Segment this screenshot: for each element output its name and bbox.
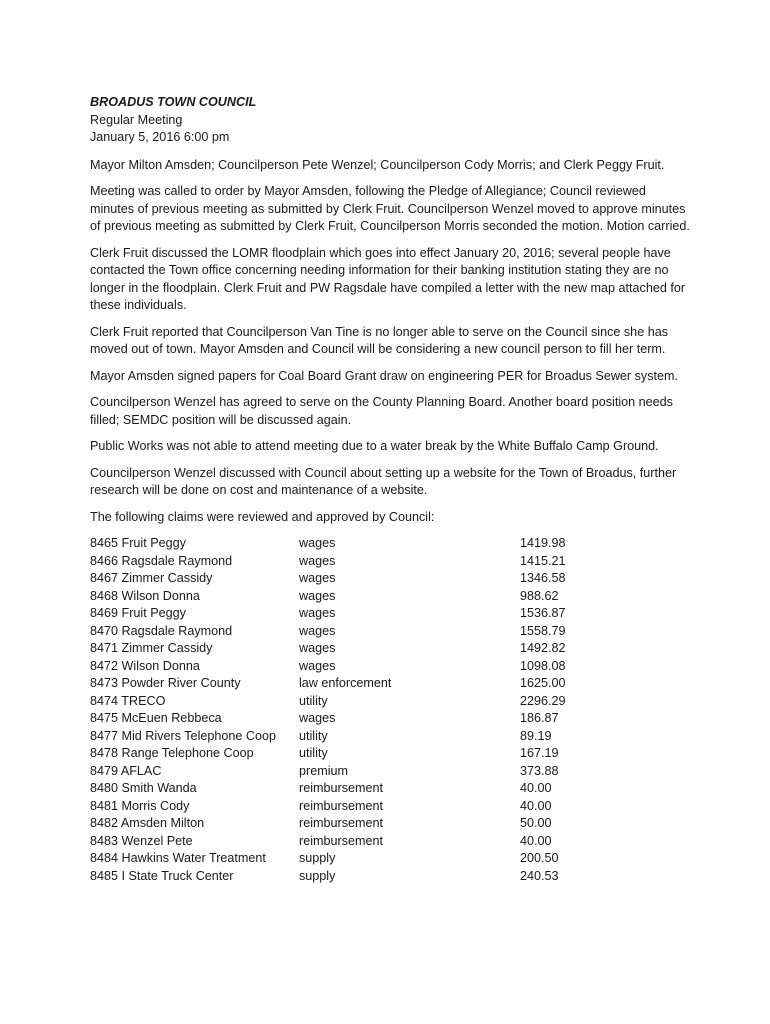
claim-name: 8467 Zimmer Cassidy bbox=[90, 571, 213, 585]
claim-name: 8470 Ragsdale Raymond bbox=[90, 623, 233, 638]
claim-amount: 1415.21 bbox=[520, 553, 566, 568]
claim-row bbox=[90, 588, 690, 606]
claim-amount: 1098.08 bbox=[520, 658, 566, 673]
claim-row bbox=[90, 693, 690, 711]
coal-board-paragraph: Mayor Amsden signed papers for Coal Board Grant draw on engineering PER for Broadus Sewer system. bbox=[90, 368, 679, 383]
claim-amount: 50.00 bbox=[520, 816, 552, 830]
claim-amount: 167.19 bbox=[520, 746, 559, 760]
claim-name: 8466 Ragsdale Raymond bbox=[90, 553, 233, 568]
claim-row bbox=[90, 780, 690, 798]
claim-type: wages bbox=[299, 711, 336, 725]
claim-amount: 40.00 bbox=[520, 833, 552, 848]
claim-name: 8484 Hawkins Water Treatment bbox=[90, 851, 266, 865]
claim-name: 8474 TRECO bbox=[90, 693, 166, 708]
claim-row bbox=[90, 623, 690, 641]
claim-type: reimbursement bbox=[299, 798, 383, 813]
public-works-paragraph: Public Works was not able to attend meeting due to a water break by the White Buffalo Camp Ground. bbox=[90, 439, 659, 453]
claim-row bbox=[90, 763, 690, 781]
claim-type: utility bbox=[299, 728, 328, 743]
claim-type: wages bbox=[299, 571, 336, 585]
claim-row bbox=[90, 833, 690, 851]
claim-name: 8480 Smith Wanda bbox=[90, 781, 197, 795]
claims-table bbox=[90, 535, 690, 885]
claim-name: 8472 Wilson Donna bbox=[90, 658, 200, 673]
council-vacancy-paragraph: Clerk Fruit reported that Councilperson Van Tine is no longer able to serve on the Council since she has moved out of town. Mayor Amsden and Council will be considering a new council person to fill her term. bbox=[90, 324, 668, 356]
meeting-type: Regular Meeting bbox=[90, 112, 183, 127]
claim-type: reimbursement bbox=[299, 781, 383, 795]
claim-type: law enforcement bbox=[299, 676, 392, 690]
document-title: BROADUS TOWN COUNCIL bbox=[90, 95, 257, 109]
claim-type: reimbursement bbox=[299, 816, 383, 830]
claim-name: 8469 Fruit Peggy bbox=[90, 606, 186, 620]
claim-row bbox=[90, 815, 690, 833]
claim-row bbox=[90, 675, 690, 693]
claim-amount: 373.88 bbox=[520, 763, 559, 778]
claim-amount: 186.87 bbox=[520, 711, 559, 725]
claim-type: wages bbox=[299, 553, 336, 568]
claim-row bbox=[90, 658, 690, 676]
claim-amount: 240.53 bbox=[520, 868, 559, 883]
website-paragraph: Councilperson Wenzel discussed with Council about setting up a website for the Town of Broadus, further research will be done on cost and maintenance of a website. bbox=[90, 465, 677, 497]
claim-name: 8475 McEuen Rebbeca bbox=[90, 711, 222, 725]
claim-type: utility bbox=[299, 693, 328, 708]
claim-type: reimbursement bbox=[299, 833, 383, 848]
claim-type: wages bbox=[299, 658, 336, 673]
document-page bbox=[90, 94, 690, 885]
claim-row bbox=[90, 553, 690, 571]
claim-name: 8481 Morris Cody bbox=[90, 798, 190, 813]
claim-amount: 1536.87 bbox=[520, 606, 566, 620]
claim-row bbox=[90, 868, 690, 886]
claim-amount: 2296.29 bbox=[520, 693, 566, 708]
claim-row bbox=[90, 640, 690, 658]
claim-row bbox=[90, 798, 690, 816]
claim-amount: 40.00 bbox=[520, 798, 552, 813]
claim-name: 8485 I State Truck Center bbox=[90, 868, 234, 883]
claim-row bbox=[90, 710, 690, 728]
claim-amount: 1558.79 bbox=[520, 623, 566, 638]
call-to-order-paragraph: Meeting was called to order by Mayor Amsden, following the Pledge of Allegiance; Council reviewed minutes of previous meeting as submitted by Clerk Fruit. Councilperson Wenzel moved to approve minutes of previous meeting as submitted by Clerk Fruit, Councilperson Morris seconded the motion. Motion carried. bbox=[90, 184, 690, 233]
claim-amount: 40.00 bbox=[520, 781, 552, 795]
claim-amount: 200.50 bbox=[520, 851, 559, 865]
claim-row bbox=[90, 570, 690, 588]
attendees-paragraph: Mayor Milton Amsden; Councilperson Pete Wenzel; Councilperson Cody Morris; and Clerk Peggy Fruit. bbox=[90, 157, 665, 172]
claim-amount: 1346.58 bbox=[520, 571, 566, 585]
claim-name: 8468 Wilson Donna bbox=[90, 588, 200, 603]
claim-name: 8479 AFLAC bbox=[90, 763, 162, 778]
claim-type: wages bbox=[299, 588, 336, 603]
claims-intro-paragraph: The following claims were reviewed and approved by Council: bbox=[90, 509, 435, 524]
claim-row bbox=[90, 605, 690, 623]
claim-row bbox=[90, 745, 690, 763]
claim-type: supply bbox=[299, 851, 336, 865]
claims-table-body bbox=[90, 535, 690, 885]
claim-name: 8483 Wenzel Pete bbox=[90, 833, 193, 848]
claim-type: wages bbox=[299, 641, 336, 655]
claim-row bbox=[90, 850, 690, 868]
claim-type: wages bbox=[299, 536, 336, 550]
claim-name: 8471 Zimmer Cassidy bbox=[90, 641, 213, 655]
meeting-date: January 5, 2016 6:00 pm bbox=[90, 130, 230, 144]
claim-row bbox=[90, 535, 690, 553]
planning-board-paragraph: Councilperson Wenzel has agreed to serve on the County Planning Board. Another board position needs filled; SEMDC position will be discussed again. bbox=[90, 395, 673, 427]
claim-type: wages bbox=[299, 623, 336, 638]
claim-name: 8465 Fruit Peggy bbox=[90, 536, 186, 550]
claim-name: 8478 Range Telephone Coop bbox=[90, 746, 254, 760]
claim-name: 8482 Amsden Milton bbox=[90, 816, 205, 830]
claim-amount: 1419.98 bbox=[520, 536, 566, 550]
floodplain-paragraph: Clerk Fruit discussed the LOMR floodplain which goes into effect January 20, 2016; several people have contacted the Town office concerning needing information for their banking institution stating they are no longer in the floodplain. Clerk Fruit and PW Ragsdale have compiled a letter with the new map attached for these individuals. bbox=[90, 245, 686, 312]
claim-name: 8473 Powder River County bbox=[90, 676, 241, 690]
claim-type: wages bbox=[299, 606, 336, 620]
claim-type: supply bbox=[299, 868, 336, 883]
claim-amount: 988.62 bbox=[520, 588, 559, 603]
claim-type: utility bbox=[299, 746, 328, 760]
claim-row bbox=[90, 728, 690, 746]
claim-amount: 89.19 bbox=[520, 728, 552, 743]
claim-amount: 1492.82 bbox=[520, 641, 566, 655]
claim-amount: 1625.00 bbox=[520, 676, 566, 690]
claim-name: 8477 Mid Rivers Telephone Coop bbox=[90, 728, 276, 743]
claim-type: premium bbox=[299, 763, 348, 778]
